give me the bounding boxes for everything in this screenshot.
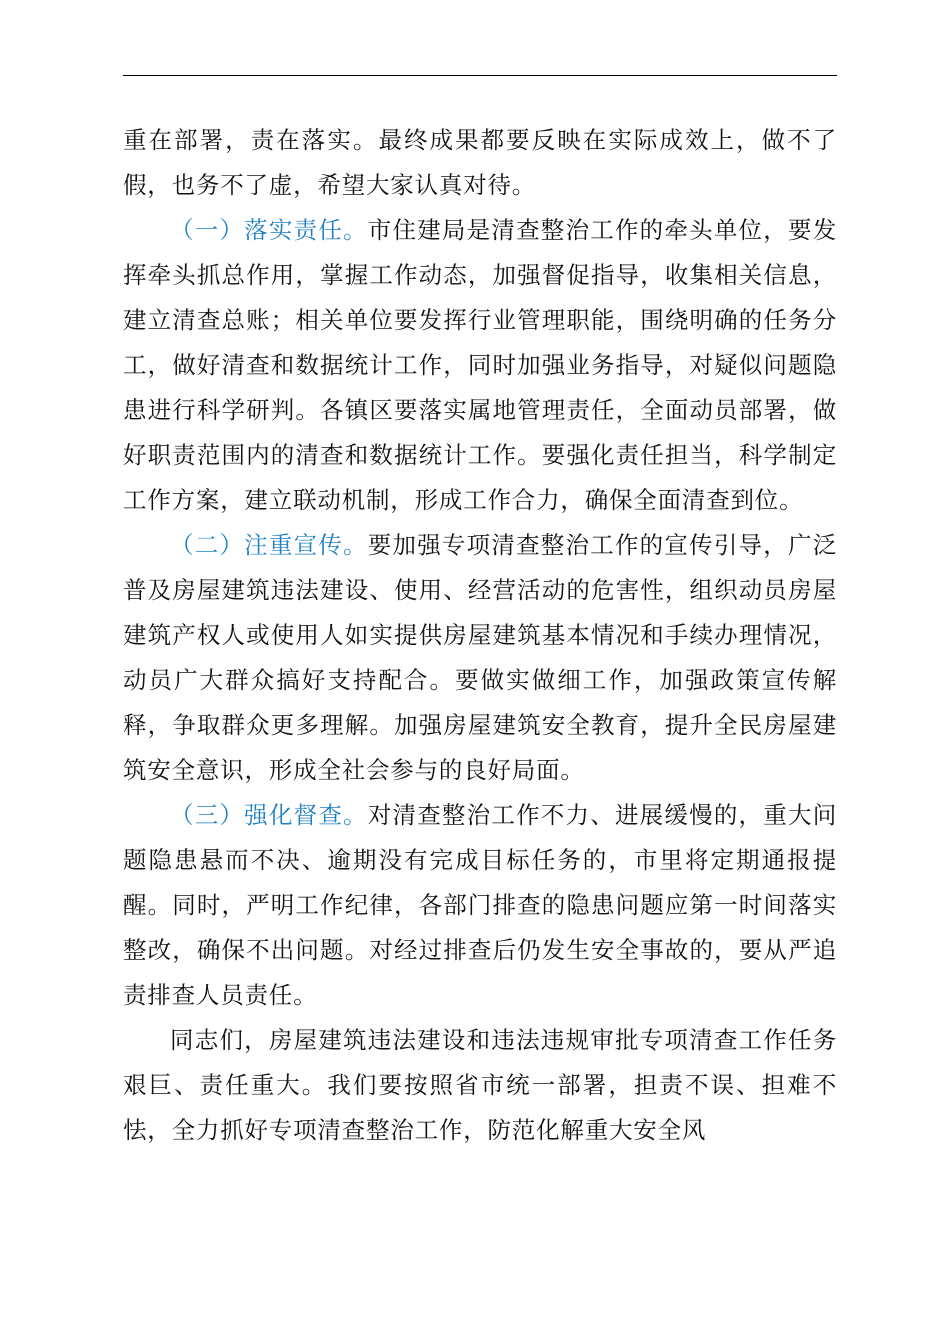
- paragraph-continuation: [123, 118, 837, 208]
- section-supervision: [123, 793, 837, 1018]
- section-publicity: [123, 523, 837, 793]
- header-rule: [123, 75, 837, 76]
- document-body: [123, 118, 837, 1153]
- paragraph-text: 市住建局是清查整治工作的牵头单位，要发挥牵头抓总作用，掌握工作动态，加强督促指导，收集相关信息，建立清查总账；相关单位要发挥行业管理职能，围绕明确的任务分工，做好清查和数据统计工作，同时加强业务指导，对疑似问题隐患进行科学研判。各镇区要落实属地管理责任，全面动员部署，做好职责范围内的清查和数据统计工作。要强化责任担当，科学制定工作方案，建立联动机制，形成工作合力，确保全面清查到位。: [123, 216, 838, 514]
- paragraph-text: 要加强专项清查整治工作的宣传引导，广泛普及房屋建筑违法建设、使用、经营活动的危害性，组织动员房屋建筑产权人或使用人如实提供房屋建筑基本情况和手续办理情况，动员广大群众搞好支持配合。要做实做细工作，加强政策宣传解释，争取群众更多理解。加强房屋建筑安全教育，提升全民房屋建筑安全意识，形成全社会参与的良好局面。: [123, 531, 838, 784]
- section-responsibility: [123, 208, 837, 523]
- paragraph-text: 对清查整治工作不力、进展缓慢的，重大问题隐患悬而不决、逾期没有完成目标任务的，市里将定期通报提醒。同时，严明工作纪律，各部门排查的隐患问题应第一时间落实整改，确保不出问题。对经过排查后仍发生安全事故的，要从严追责排查人员责任。: [123, 801, 838, 1009]
- closing-paragraph: [123, 1018, 837, 1153]
- section-heading: （二）注重宣传。: [170, 531, 368, 559]
- section-heading: （三）强化督查。: [170, 801, 368, 829]
- section-heading: （一）落实责任。: [170, 216, 368, 244]
- paragraph-text: 同志们，房屋建筑违法建设和违法违规审批专项清查工作任务艰巨、责任重大。我们要按照省市统一部署，担责不误、担难不怯，全力抓好专项清查整治工作，防范化解重大安全风: [123, 1026, 837, 1144]
- paragraph-text: 重在部署，责在落实。最终成果都要反映在实际成效上，做不了假，也务不了虚，希望大家认真对待。: [123, 126, 837, 199]
